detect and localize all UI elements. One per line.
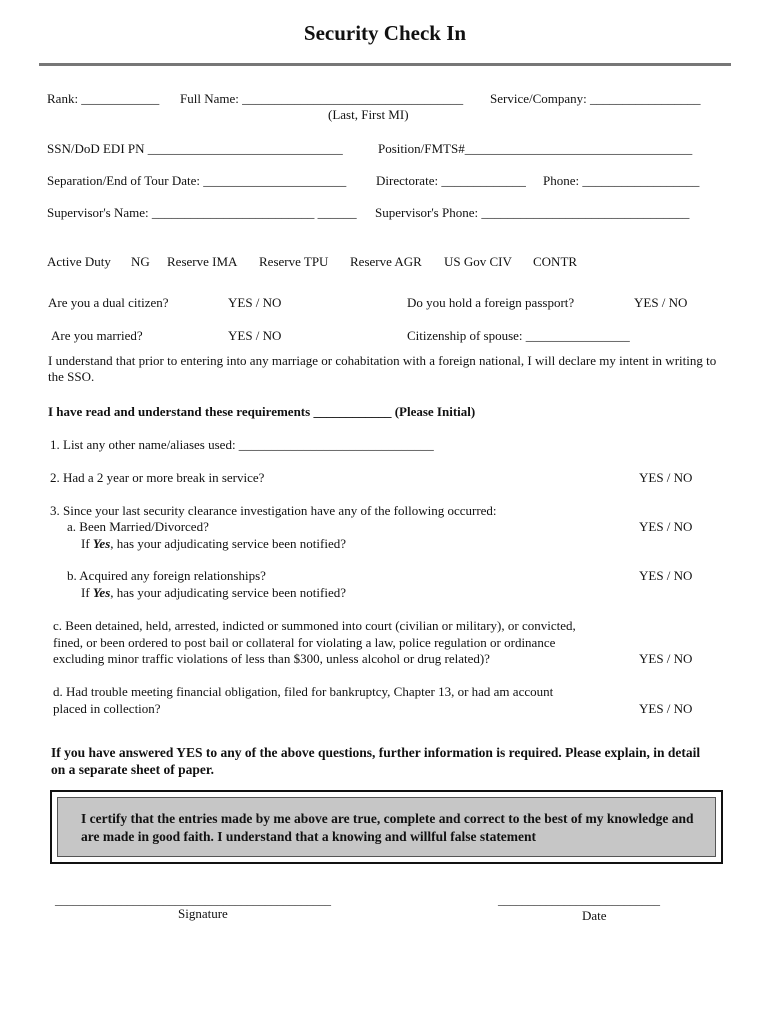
dual-citizen-answer[interactable]: YES / NO [228,295,282,310]
initial-statement[interactable]: I have read and understand these requirements ____________ (Please Initial) [48,404,476,419]
status-option-ng[interactable]: NG [131,254,150,269]
question-3-intro: 3. Since your last security clearance investigation have any of the following occurred: [50,503,497,518]
foreign-passport-question: Do you hold a foreign passport? [407,295,575,310]
married-question: Are you married? [51,328,143,343]
rank-field[interactable]: Rank: ____________ [47,91,160,106]
date-label: Date [582,908,607,923]
status-option-reserve-ima[interactable]: Reserve IMA [167,254,238,269]
question-3b-answer[interactable]: YES / NO [639,568,693,583]
question-3c-line-3: excluding minor traffic violations of less than $300, unless alcohol or drug related)? [53,651,490,666]
status-option-active-duty[interactable]: Active Duty [47,254,111,269]
foreign-passport-answer[interactable]: YES / NO [634,295,688,310]
status-option-reserve-tpu[interactable]: Reserve TPU [259,254,329,269]
question-3d-answer[interactable]: YES / NO [639,701,693,716]
signature-label: Signature [178,906,228,921]
signature-line[interactable]: ______________________________________________ [55,893,331,907]
page-title: Security Check In [303,21,467,45]
phone-field[interactable]: Phone: __________________ [543,173,700,188]
ssn-field[interactable]: SSN/DoD EDI PN ______________________________ [47,141,343,156]
question-2-answer[interactable]: YES / NO [639,470,693,485]
dual-citizen-question: Are you a dual citizen? [48,295,169,310]
question-2-break-in-service: 2. Had a 2 year or more break in service? [50,470,265,485]
supervisor-name-field[interactable]: Supervisor's Name: _________________________ ______ [47,205,357,220]
directorate-field[interactable]: Directorate: _____________ [376,173,526,188]
question-1-aliases[interactable]: 1. List any other name/aliases used: ______________________________ [50,437,434,452]
date-line[interactable]: ___________________________ [498,893,660,907]
question-3a-married-divorced: a. Been Married/Divorced? [67,519,209,534]
status-option-us-gov-civ[interactable]: US Gov CIV [444,254,512,269]
marriage-notice: I understand that prior to entering into any marriage or cohabitation with a foreign national, I will declare my intent in writing to the SSO. [48,353,717,385]
question-3c-answer[interactable]: YES / NO [639,651,693,666]
question-3a-answer[interactable]: YES / NO [639,519,693,534]
certification-box-inner [57,797,716,857]
full-name-field[interactable]: Full Name: __________________________________ [180,91,464,106]
question-3c-line-2: fined, or been ordered to post bail or collateral for violating a law, police regulation or ordinance [53,635,556,650]
question-3d-line-1: d. Had trouble meeting financial obligation, filed for bankruptcy, Chapter 13, or had am account [53,684,554,699]
status-option-contr[interactable]: CONTR [533,254,578,269]
question-3b-foreign-relationships: b. Acquired any foreign relationships? [67,568,266,583]
married-answer[interactable]: YES / NO [228,328,282,343]
question-3d-line-2: placed in collection? [53,701,161,716]
question-3a-followup: If Yes, has your adjudicating service been notified? [81,536,346,551]
yes-answer-notice: If you have answered YES to any of the above questions, further information is required. Please explain, in detail on a separate sheet of paper. [51,745,701,777]
certification-box [50,790,723,864]
question-3b-followup: If Yes, has your adjudicating service been notified? [81,585,346,600]
certification-statement: I certify that the entries made by me above are true, complete and correct to the best of my knowledge and are made in good faith. I understand that a knowing and willful false statement [81,811,694,844]
name-format-hint: (Last, First MI) [328,107,409,122]
separation-date-field[interactable]: Separation/End of Tour Date: ______________________ [47,173,347,188]
supervisor-phone-field[interactable]: Supervisor's Phone: ________________________________ [375,205,690,220]
spouse-citizenship-field[interactable]: Citizenship of spouse: ________________ [407,328,630,343]
title-divider [39,63,731,66]
status-option-reserve-agr[interactable]: Reserve AGR [350,254,422,269]
service-company-field[interactable]: Service/Company: _________________ [490,91,701,106]
question-3c-line-1: c. Been detained, held, arrested, indicted or summoned into court (civilian or military), or convicted, [53,618,576,633]
position-fmts-field[interactable]: Position/FMTS#___________________________________ [378,141,693,156]
